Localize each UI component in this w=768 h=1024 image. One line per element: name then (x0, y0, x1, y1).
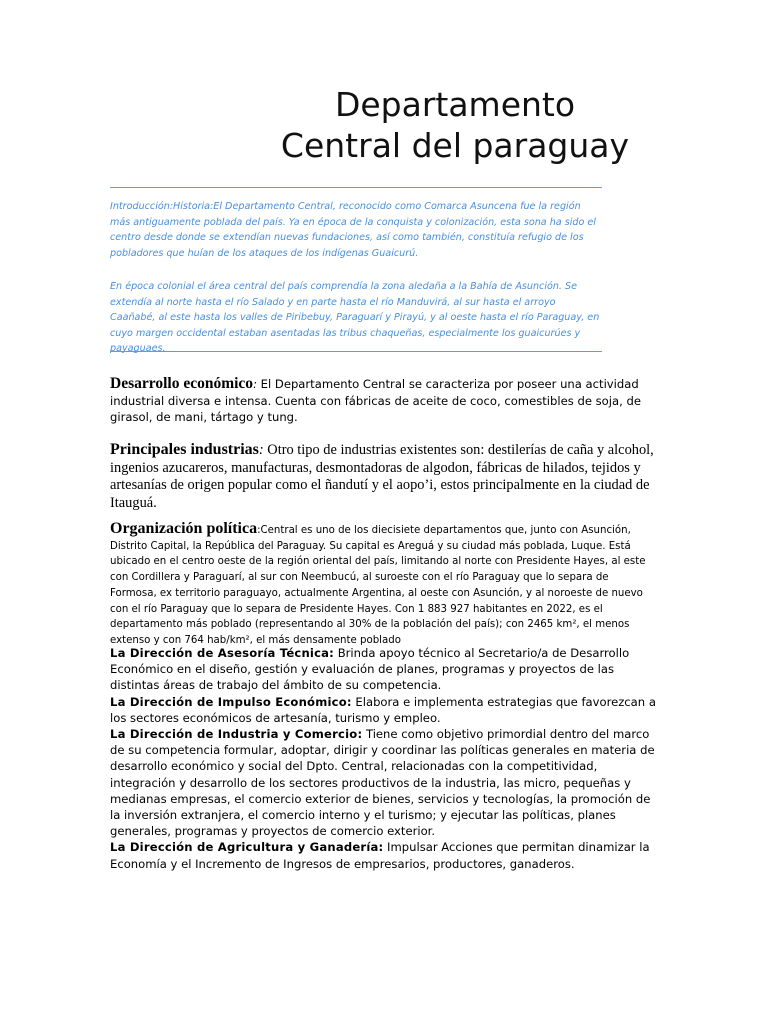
title-line-2: Central del paraguay (280, 126, 630, 165)
section-colon: : (253, 377, 257, 391)
direccion-heading: La Dirección de Impulso Económico: (110, 694, 352, 709)
direccion-industria-comercio (110, 726, 658, 839)
direccion-text: Tiene como objetivo primordial dentro del marco de su competencia formular, adoptar, dirigir y coordinar las políticas generales en materia de desarrollo económico y social del Dpto. Central, relacionadas con la competitividad, integración y desarrollo de los sectores productivos de la industria, las micro, pequeñas y medianas empresas, el comercio exterior de bienes, servicios y tecnologías, la promoción de la inversión extranjera, el comercio interno y el turismo; y ejecutar las políticas, planes generales, programas y proyectos de comercio exterior. (110, 727, 655, 839)
section-organizacion-politica (110, 521, 658, 649)
section-heading: Organización política (110, 520, 258, 537)
direccion-heading: La Dirección de Asesoría Técnica: (110, 646, 335, 660)
quote-bottom-rule (110, 351, 602, 352)
intro-paragraph-2: En época colonial el área central del país comprendía la zona aledaña a la Bahía de Asunción. Se extendía al norte hasta el río Salado y en parte hasta el río Manduvirá, al sur hasta el arroyo Caañabé, al este hasta los valles de Piribebuy, Paraguarí y Pirayú, y al oeste hasta el río Paraguay, en cuyo margen occidental estaban asentadas las tribus chaqueñas, especialmente los guaicurúes y payaguaes. (110, 281, 600, 354)
direcciones-list (110, 645, 658, 872)
direccion-heading: La Dirección de Agricultura y Ganadería: (110, 840, 384, 855)
direccion-text: Elabora e implementa estrategias que favorezcan a los sectores económicos de artesanía, turismo y empleo. (110, 694, 656, 725)
section-text: El Departamento Central se caracteriza por poseer una actividad industrial diversa e intensa. Cuenta con fábricas de aceite de coco, comestibles de soja, de girasol, de mani, tártago y tung. (110, 377, 641, 424)
section-text: Otro tipo de industrias existentes son: destilerías de caña y alcohol, ingenios azucareros, manufacturas, desmontadoras de algodon, fábricas de hilados, tejidos y artesanías de origen popular como el ñandutí y el aopo’i, estos principalmente en la ciudad de Itauguá. (110, 442, 654, 511)
section-heading: Desarrollo económico (110, 375, 254, 392)
direccion-heading: La Dirección de Industria y Comercio: (110, 727, 363, 742)
quote-top-rule (110, 187, 602, 188)
section-colon: : (257, 525, 261, 536)
section-heading: Principales industrias (110, 441, 259, 458)
direccion-text: Impulsar Acciones que permitan dinamizar la Economía y el Incremento de Ingresos de empresarios, productores, ganaderos. (110, 840, 650, 871)
title-line-1: Departamento (334, 85, 576, 124)
section-principales-industrias (110, 441, 658, 512)
intro-paragraph-1: Introducción:Historia:El Departamento Central, reconocido como Comarca Asuncena fue la región más antiguamente poblada del país. Ya en época de la conquista y colonización, esta sona ha sido el centro desde donde se extendían nuevas fundaciones, así como también, constituía refugio de los pobladores que huían de los ataques de los indígenas Guaicurú. (110, 201, 596, 259)
section-colon: : (258, 442, 264, 458)
direccion-asesoria-tecnica (110, 645, 658, 694)
section-text: Central es uno de los diecisiete departamentos que, junto con Asunción, Distrito Capital, la República del Paraguay. Su capital es Areguá y su ciudad más poblada, Luque. Está ubicado en el centro oeste de la región oriental del país, limitando al norte con Presidente Hayes, al este con Cordillera y Paraguarí, al sur con Neembucú, al suroeste con el río Paraguay que lo separa de Formosa, ex territorio paraguayo, actualmente Argentina, al oeste con Asunción, y al noroeste de nuevo con el río Paraguay que lo separa de Presidente Hayes. Con 1 883 927 habitantes en 2022, es el departamento más poblado (representando al 30% de la población del país); con 2465 km², el menos extenso y con 764 hab/km², el más densamente poblado (110, 525, 646, 646)
direccion-agricultura-ganaderia (110, 839, 658, 871)
section-desarrollo-economico (110, 376, 658, 426)
direccion-text: Brinda apoyo técnico al Secretario/a de Desarrollo Económico en el diseño, gestión y evaluación de planes, programas y proyectos de las distintas áreas de trabajo del ámbito de su competencia. (110, 646, 630, 693)
direccion-impulso-economico (110, 694, 658, 726)
page-title (230, 84, 680, 166)
